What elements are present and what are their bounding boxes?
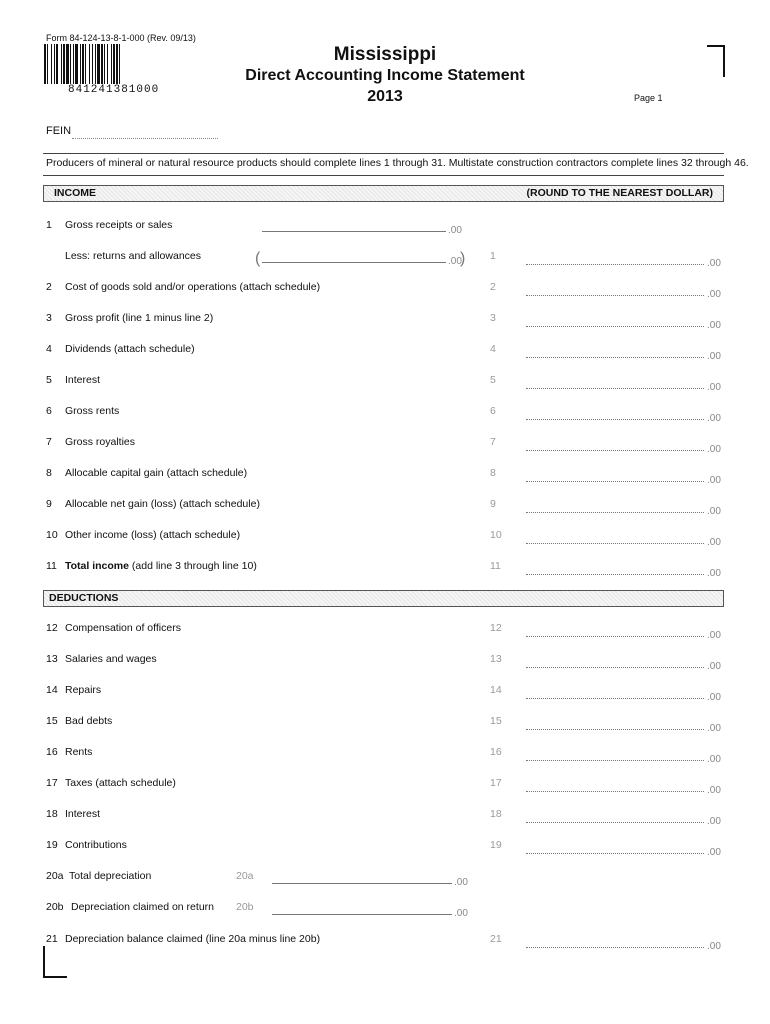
line-amount-field[interactable] bbox=[526, 698, 704, 699]
line-number: 21 bbox=[46, 933, 58, 945]
line-amount-field[interactable] bbox=[526, 791, 704, 792]
line-amount-field[interactable] bbox=[526, 822, 704, 823]
cents-label: .00 bbox=[707, 568, 721, 579]
line-amount-field[interactable] bbox=[526, 357, 704, 358]
line-ref-number: 14 bbox=[490, 684, 502, 696]
cents-label: .00 bbox=[454, 908, 468, 919]
line-label: Gross profit (line 1 minus line 2) bbox=[65, 312, 214, 324]
line-ref-number: 21 bbox=[490, 933, 502, 945]
line-ref-number: 3 bbox=[490, 312, 496, 324]
cents-label: .00 bbox=[707, 413, 721, 424]
line-ref-number: 7 bbox=[490, 436, 496, 448]
total-depreciation-field[interactable] bbox=[272, 883, 452, 884]
cents-label: .00 bbox=[448, 225, 462, 236]
line-number: 18 bbox=[46, 808, 58, 820]
fein-field[interactable] bbox=[72, 138, 218, 139]
cents-label: .00 bbox=[707, 847, 721, 858]
line-ref-number: 4 bbox=[490, 343, 496, 355]
line-label: Depreciation balance claimed (line 20a minus line 20b) bbox=[65, 933, 321, 945]
line-amount-field[interactable] bbox=[526, 512, 704, 513]
line-label: Other income (loss) (attach schedule) bbox=[65, 529, 241, 541]
line-number: 19 bbox=[46, 839, 58, 851]
cents-label: .00 bbox=[707, 785, 721, 796]
cents-label: .00 bbox=[707, 537, 721, 548]
line-label: Total depreciation bbox=[69, 870, 152, 882]
line-label bbox=[65, 560, 257, 572]
cents-label: .00 bbox=[707, 630, 721, 641]
deductions-title: DEDUCTIONS bbox=[49, 592, 119, 604]
line-label: Repairs bbox=[65, 684, 102, 696]
line-ref-number: 5 bbox=[490, 374, 496, 386]
divider bbox=[43, 175, 724, 176]
line-number: 2 bbox=[46, 281, 52, 293]
line-number: 20b bbox=[46, 901, 64, 913]
line-amount-field[interactable] bbox=[526, 574, 704, 575]
state-name: Mississippi bbox=[333, 44, 437, 65]
line-number: 1 bbox=[46, 219, 52, 231]
cents-label: .00 bbox=[707, 754, 721, 765]
line-amount-field[interactable] bbox=[526, 450, 704, 451]
line-ref-number: 17 bbox=[490, 777, 502, 789]
cents-label: .00 bbox=[707, 506, 721, 517]
line-number: 5 bbox=[46, 374, 52, 386]
cents-label: .00 bbox=[707, 351, 721, 362]
cents-label: .00 bbox=[707, 382, 721, 393]
line-number: 17 bbox=[46, 777, 58, 789]
total-income-label: Total income bbox=[65, 560, 129, 572]
line-amount-field[interactable] bbox=[526, 947, 704, 948]
line-1-amount-field[interactable] bbox=[526, 264, 704, 265]
line-number: 9 bbox=[46, 498, 52, 510]
line-label: Cost of goods sold and/or operations (attach schedule) bbox=[65, 281, 321, 293]
instructions: Producers of mineral or natural resource products should complete lines 1 through 31. Multistate construction contractors complete lines 32 through 46. bbox=[46, 157, 749, 169]
corner-mark-top-right bbox=[707, 45, 725, 77]
line-ref-number: 12 bbox=[490, 622, 502, 634]
line-label: Compensation of officers bbox=[65, 622, 181, 634]
income-rounding-note: (ROUND TO THE NEAREST DOLLAR) bbox=[526, 187, 713, 199]
line-number: 20a bbox=[46, 870, 64, 882]
line-label: Taxes (attach schedule) bbox=[65, 777, 176, 789]
line-ref-number: 16 bbox=[490, 746, 502, 758]
line-ref-number: 18 bbox=[490, 808, 502, 820]
cents-label: .00 bbox=[707, 289, 721, 300]
line-label: Gross royalties bbox=[65, 436, 136, 448]
cents-label: .00 bbox=[707, 258, 721, 269]
line-ref-number: 11 bbox=[490, 560, 501, 572]
gross-receipts-field[interactable] bbox=[262, 231, 446, 232]
cents-label: .00 bbox=[707, 692, 721, 703]
line-ref-number: 20a bbox=[236, 870, 254, 882]
cents-label: .00 bbox=[707, 816, 721, 827]
corner-mark-bottom-left bbox=[43, 946, 67, 978]
line-label: Rents bbox=[65, 746, 93, 758]
line-label: Gross receipts or sales bbox=[65, 219, 173, 231]
line-amount-field[interactable] bbox=[526, 295, 704, 296]
cents-label: .00 bbox=[448, 256, 462, 267]
page-number: Page 1 bbox=[634, 93, 663, 103]
income-section-header bbox=[43, 185, 724, 202]
line-ref-number: 10 bbox=[490, 529, 502, 541]
line-label: Depreciation claimed on return bbox=[71, 901, 214, 913]
line-number: 8 bbox=[46, 467, 52, 479]
line-number: 14 bbox=[46, 684, 58, 696]
line-number: 10 bbox=[46, 529, 58, 541]
line-label: Gross rents bbox=[65, 405, 120, 417]
line-amount-field[interactable] bbox=[526, 853, 704, 854]
depreciation-claimed-field[interactable] bbox=[272, 914, 452, 915]
cents-label: .00 bbox=[707, 661, 721, 672]
barcode-digits: 841241381000 bbox=[68, 84, 160, 96]
line-label: Allocable capital gain (attach schedule) bbox=[65, 467, 248, 479]
line-number: 6 bbox=[46, 405, 52, 417]
line-amount-field[interactable] bbox=[526, 419, 704, 420]
line-label: Interest bbox=[65, 808, 101, 820]
form-title: Direct Accounting Income Statement bbox=[245, 67, 525, 84]
line-number: 7 bbox=[46, 436, 52, 448]
line-ref-number: 6 bbox=[490, 405, 496, 417]
line-ref-number: 15 bbox=[490, 715, 502, 727]
line-label: Allocable net gain (loss) (attach schedule) bbox=[65, 498, 260, 510]
form-number: Form 84-124-13-8-1-000 (Rev. 09/13) bbox=[46, 33, 196, 43]
line-ref-number: 20b bbox=[236, 901, 254, 913]
tax-year: 2013 bbox=[367, 88, 403, 105]
line-label: Dividends (attach schedule) bbox=[65, 343, 195, 355]
line-amount-field[interactable] bbox=[526, 636, 704, 637]
returns-label: Less: returns and allowances bbox=[65, 250, 201, 262]
cents-label: .00 bbox=[707, 723, 721, 734]
line-amount-field[interactable] bbox=[526, 326, 704, 327]
cents-label: .00 bbox=[454, 877, 468, 888]
cents-label: .00 bbox=[707, 941, 721, 952]
line-number: 12 bbox=[46, 622, 58, 634]
line-amount-field[interactable] bbox=[526, 543, 704, 544]
line-number: 15 bbox=[46, 715, 58, 727]
income-title: INCOME bbox=[54, 187, 96, 199]
line-amount-field[interactable] bbox=[526, 760, 704, 761]
line-ref-number: 8 bbox=[490, 467, 496, 479]
line-ref-number: 13 bbox=[490, 653, 502, 665]
line-ref-number: 19 bbox=[490, 839, 502, 851]
divider bbox=[43, 153, 724, 154]
line-number: 11 bbox=[46, 560, 57, 572]
fein-label: FEIN bbox=[46, 125, 72, 137]
cents-label: .00 bbox=[707, 444, 721, 455]
line-ref-number: 9 bbox=[490, 498, 496, 510]
line-number: 4 bbox=[46, 343, 52, 355]
line-amount-field[interactable] bbox=[526, 388, 704, 389]
line-amount-field[interactable] bbox=[526, 667, 704, 668]
line-ref-number: 2 bbox=[490, 281, 496, 293]
returns-field[interactable] bbox=[262, 262, 446, 263]
paren-open: ( bbox=[255, 250, 261, 267]
total-income-note: (add line 3 through line 10) bbox=[128, 560, 257, 572]
line-label: Salaries and wages bbox=[65, 653, 157, 665]
cents-label: .00 bbox=[707, 475, 721, 486]
deductions-section-header bbox=[43, 590, 724, 607]
line-number: 16 bbox=[46, 746, 58, 758]
line-number: 13 bbox=[46, 653, 58, 665]
line-ref-number: 1 bbox=[490, 250, 496, 262]
paren-close: ) bbox=[460, 250, 466, 267]
line-label: Interest bbox=[65, 374, 101, 386]
cents-label: .00 bbox=[707, 320, 721, 331]
line-label: Bad debts bbox=[65, 715, 113, 727]
line-amount-field[interactable] bbox=[526, 481, 704, 482]
line-number: 3 bbox=[46, 312, 52, 324]
line-amount-field[interactable] bbox=[526, 729, 704, 730]
line-label: Contributions bbox=[65, 839, 127, 851]
